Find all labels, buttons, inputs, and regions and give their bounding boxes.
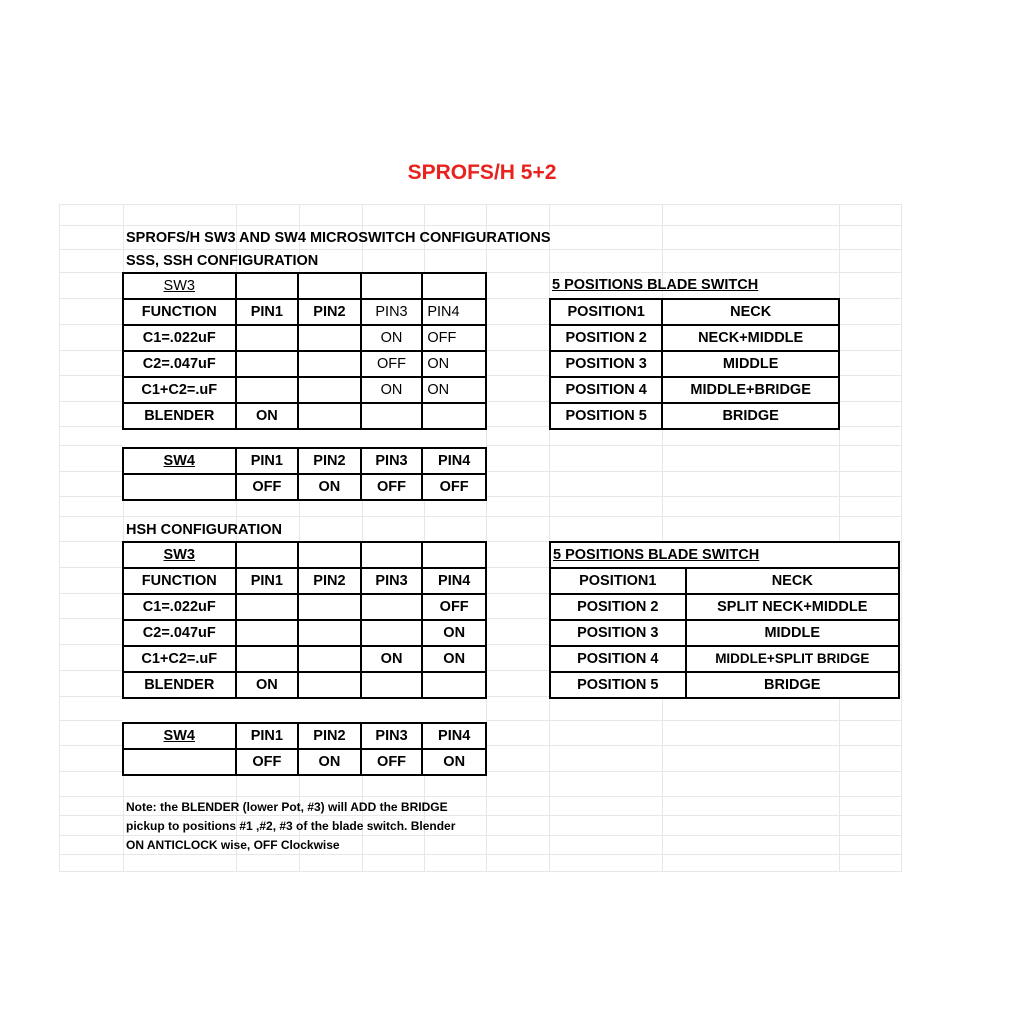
header-cell: PIN2 [298,568,361,594]
table-row [123,351,486,377]
value-cell: OFF [236,474,299,500]
sheet-heading: SPROFS/H SW3 AND SW4 MICROSWITCH CONFIGURATIONS [126,230,551,246]
table-row [550,351,839,377]
value-cell: ON [236,403,299,429]
value-cell [422,403,486,429]
value-cell [298,646,361,672]
table-row [550,325,839,351]
position-cell: POSITION1 [550,299,662,325]
header-cell: PIN4 [422,299,486,325]
value-cell: ON [422,646,486,672]
table-row [550,646,899,672]
header-cell: PIN2 [298,299,361,325]
function-cell: C1=.022uF [123,594,236,620]
pickup-cell: SPLIT NECK+MIDDLE [686,594,899,620]
value-cell [298,594,361,620]
hsh-blade-title: 5 POSITIONS BLADE SWITCH [550,542,899,568]
position-cell: POSITION 5 [550,672,686,698]
sss-sw3-title: SW3 [123,273,236,299]
function-cell: C2=.047uF [123,351,236,377]
value-cell: ON [298,474,361,500]
table-row [550,568,899,594]
value-cell [361,620,423,646]
header-cell: FUNCTION [123,568,236,594]
value-cell [422,672,486,698]
header-cell: PIN4 [422,568,486,594]
value-cell: OFF [361,351,423,377]
header-cell: PIN2 [298,448,361,474]
value-cell: OFF [361,474,423,500]
table-row [123,723,486,749]
spreadsheet [59,204,902,872]
header-cell: PIN1 [236,448,299,474]
header-cell: PIN4 [422,723,486,749]
table-row [123,403,486,429]
pickup-cell: NECK+MIDDLE [662,325,839,351]
sss-blade-table [549,298,840,430]
value-cell [236,377,299,403]
table-row [123,620,486,646]
header-cell: PIN4 [422,448,486,474]
table-row [123,448,486,474]
header-cell: PIN3 [361,448,423,474]
position-cell: POSITION 3 [550,351,662,377]
hsh-sw3-table [122,541,487,776]
value-cell [361,403,423,429]
sss-blade-title: 5 POSITIONS BLADE SWITCH [552,277,759,293]
value-cell: OFF [361,749,423,775]
value-cell: ON [361,646,423,672]
table-row [123,377,486,403]
footnote-line: ON ANTICLOCK wise, OFF Clockwise [126,838,340,852]
footnote-line: pickup to positions #1 ,#2, #3 of the blade switch. Blender [126,819,456,833]
value-cell [298,403,361,429]
value-cell: OFF [422,594,486,620]
pickup-cell: NECK [686,568,899,594]
value-cell [236,646,299,672]
table-row [123,646,486,672]
table-row [550,299,839,325]
pickup-cell: MIDDLE [686,620,899,646]
table-row [123,299,486,325]
value-cell: ON [361,377,423,403]
value-cell [298,377,361,403]
value-cell: OFF [422,474,486,500]
value-cell [236,325,299,351]
value-cell [298,325,361,351]
value-cell [298,351,361,377]
table-row [123,568,486,594]
value-cell [236,351,299,377]
table-row [550,672,899,698]
table-row [123,594,486,620]
header-cell: PIN3 [361,568,423,594]
table-row [550,403,839,429]
function-cell: C2=.047uF [123,620,236,646]
position-cell: POSITION 2 [550,325,662,351]
value-cell: ON [422,351,486,377]
pickup-cell: MIDDLE [662,351,839,377]
table-row [123,749,486,775]
header-cell: FUNCTION [123,299,236,325]
sss-config-heading: SSS, SSH CONFIGURATION [126,253,319,269]
table-row [123,325,486,351]
footnote [126,798,506,855]
hsh-sw3-title: SW3 [123,542,236,568]
position-cell: POSITION 3 [550,620,686,646]
footnote-line: Note: the BLENDER (lower Pot, #3) will ADD the BRIDGE [126,800,448,814]
position-cell: POSITION 4 [550,377,662,403]
function-cell: C1+C2=.uF [123,646,236,672]
value-cell [361,672,423,698]
function-cell: C1+C2=.uF [123,377,236,403]
page-title: SPROFS/H 5+2 [407,161,557,184]
pickup-cell: BRIDGE [686,672,899,698]
pickup-cell: NECK [662,299,839,325]
value-cell: ON [422,749,486,775]
header-cell: PIN1 [236,299,299,325]
table-row [123,474,486,500]
hsh-sw4-title: SW4 [123,723,236,749]
position-cell: POSITION 2 [550,594,686,620]
value-cell [236,620,299,646]
function-cell: BLENDER [123,672,236,698]
value-cell: ON [422,620,486,646]
header-cell: PIN1 [236,723,299,749]
sss-sw4-title: SW4 [123,448,236,474]
table-row [123,672,486,698]
value-cell: OFF [422,325,486,351]
header-cell: PIN2 [298,723,361,749]
value-cell [236,594,299,620]
header-cell: PIN3 [361,299,423,325]
function-cell: BLENDER [123,403,236,429]
value-cell: ON [236,672,299,698]
hsh-blade-table [549,541,900,699]
sss-sw3-table [122,272,487,501]
table-row [550,377,839,403]
header-cell: PIN1 [236,568,299,594]
value-cell [361,594,423,620]
pickup-cell: MIDDLE+SPLIT BRIDGE [686,646,899,672]
position-cell: POSITION 4 [550,646,686,672]
table-row [550,594,899,620]
pickup-cell: BRIDGE [662,403,839,429]
table-row [550,620,899,646]
function-cell: C1=.022uF [123,325,236,351]
pickup-cell: MIDDLE+BRIDGE [662,377,839,403]
hsh-config-heading: HSH CONFIGURATION [126,522,283,538]
position-cell: POSITION 5 [550,403,662,429]
value-cell: ON [298,749,361,775]
value-cell: OFF [236,749,299,775]
header-cell: PIN3 [361,723,423,749]
value-cell: ON [422,377,486,403]
value-cell [298,620,361,646]
position-cell: POSITION1 [550,568,686,594]
value-cell [298,672,361,698]
value-cell: ON [361,325,423,351]
